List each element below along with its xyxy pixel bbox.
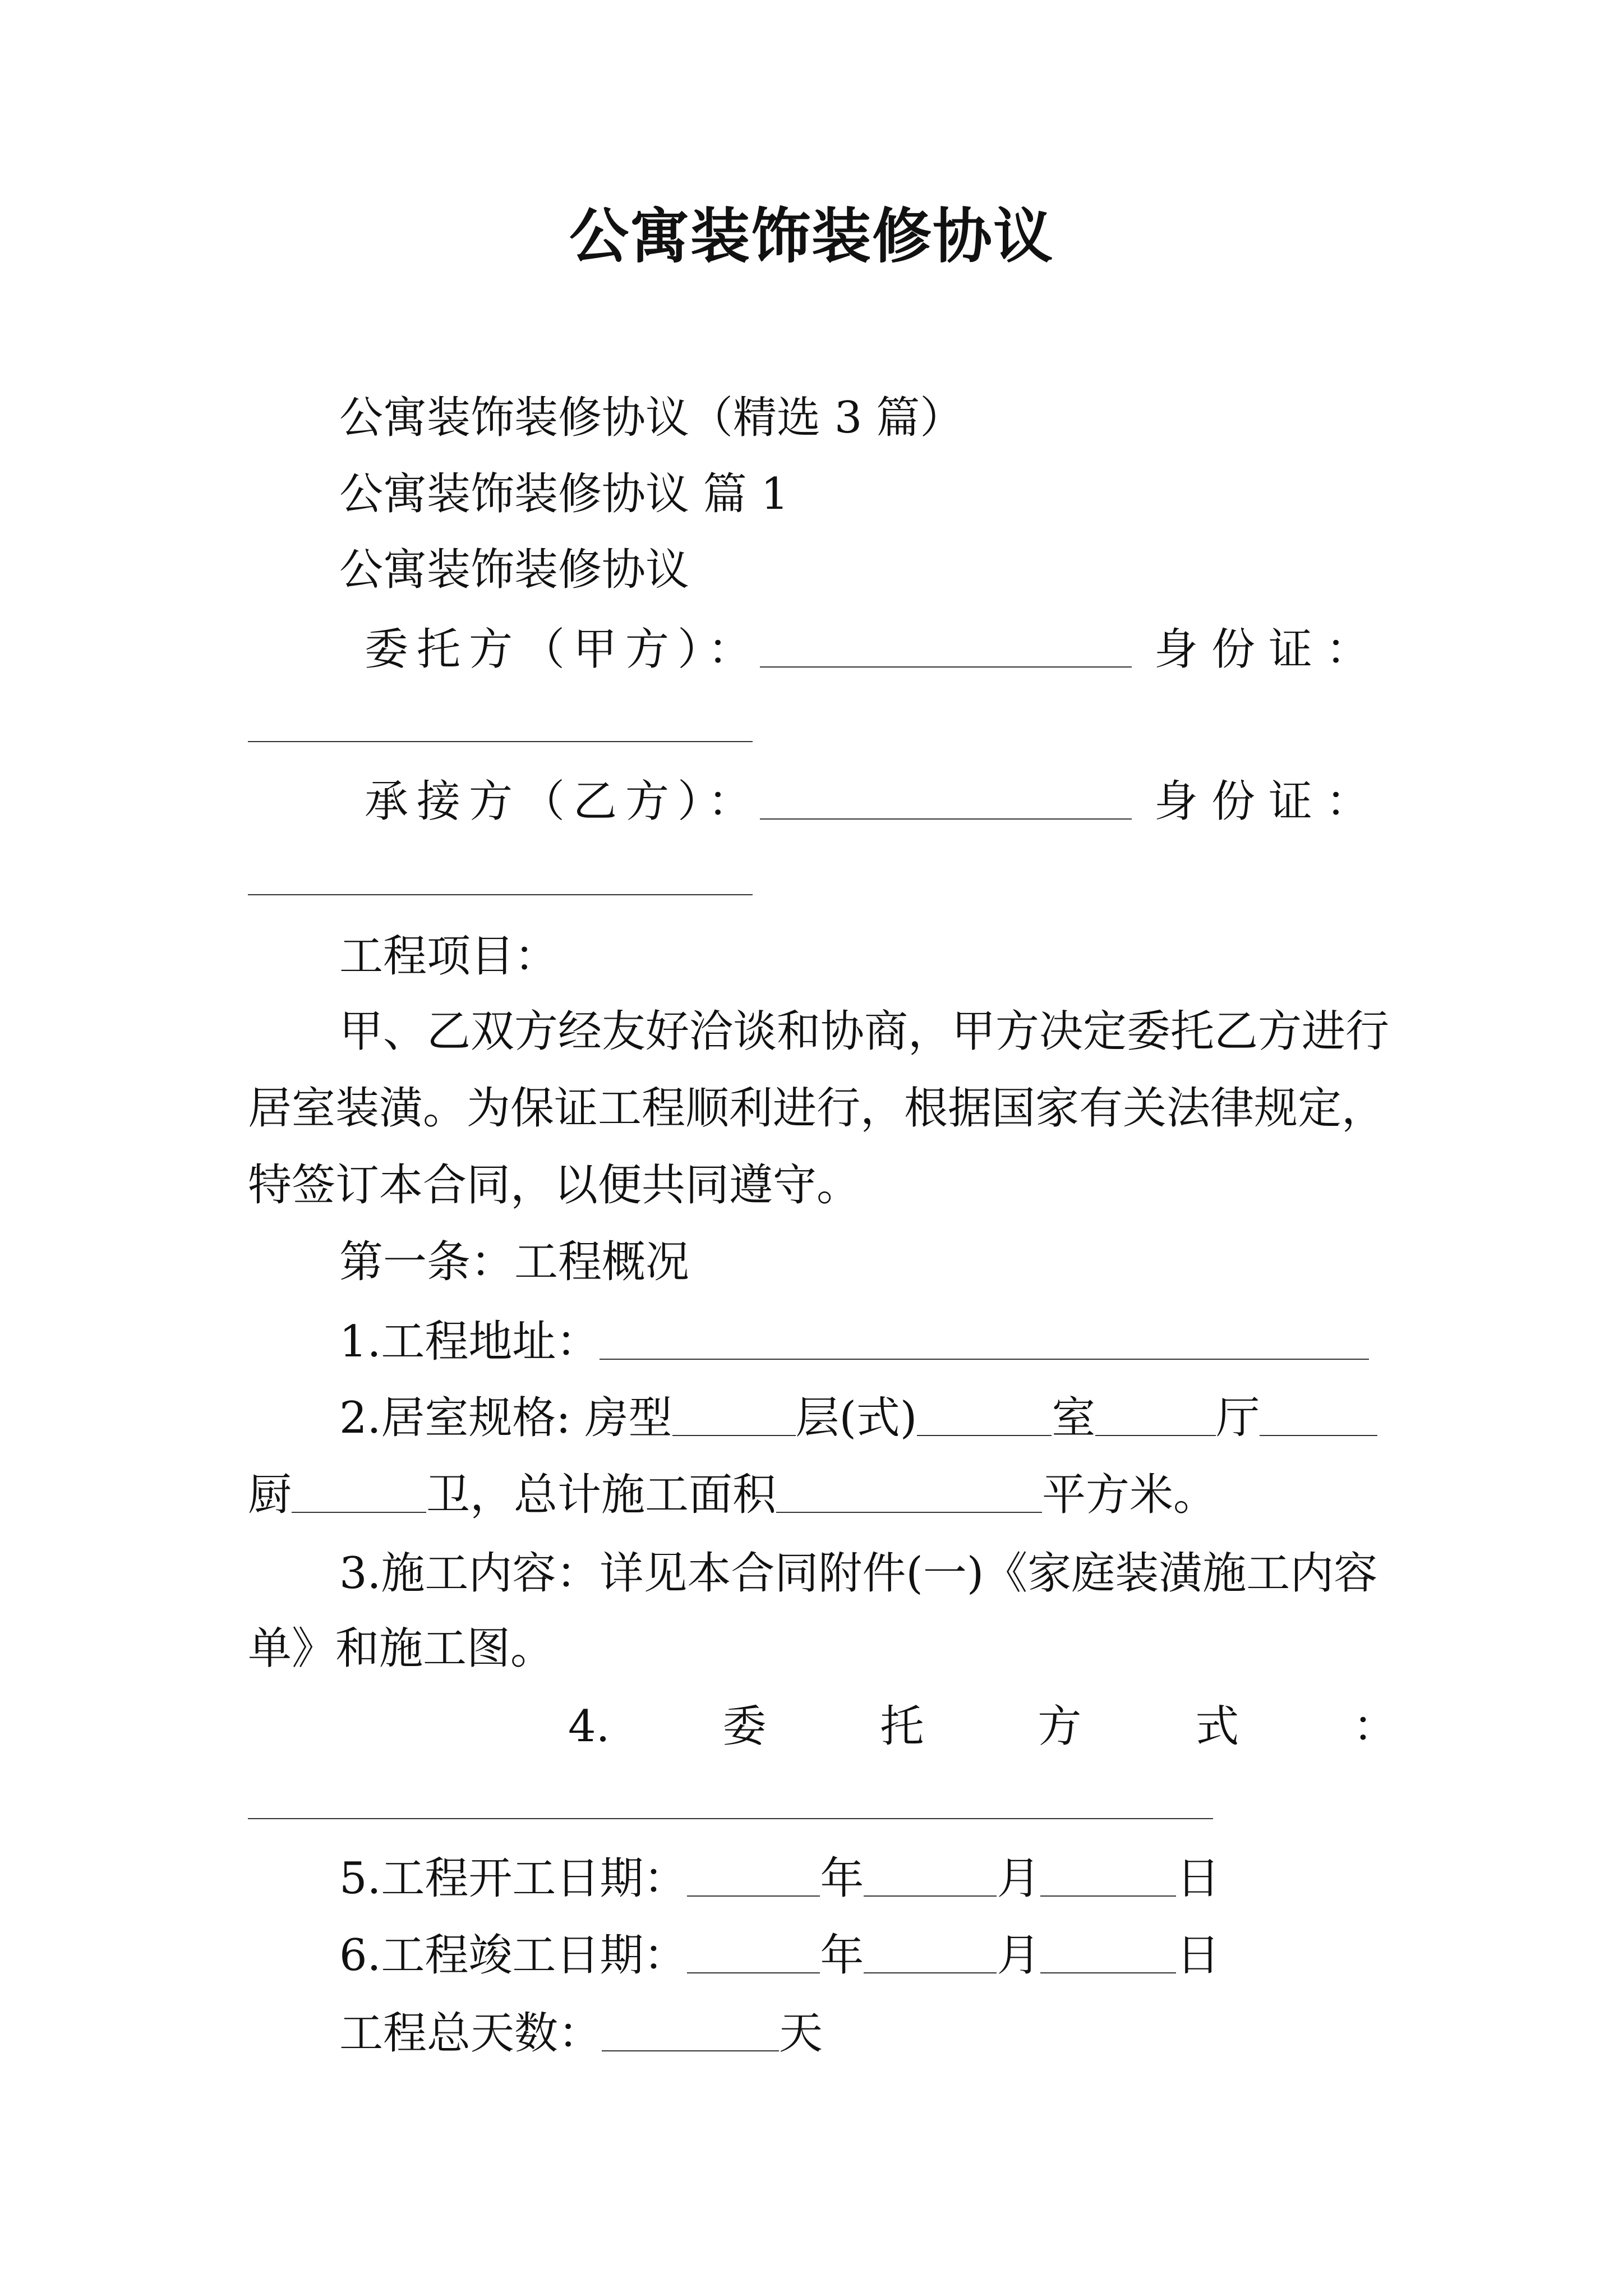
end-year-blank — [687, 1939, 820, 1973]
start-date-row — [339, 1851, 1220, 1907]
end-month-blank — [864, 1939, 997, 1973]
hall-label: 厅 — [1216, 1393, 1260, 1443]
party-b-id-blank — [248, 894, 753, 895]
start-day-blank — [1040, 1862, 1176, 1897]
party-a-row — [365, 622, 1383, 678]
end-date-row — [339, 1927, 1220, 1984]
document-title: 公寓装饰装修协议 — [569, 201, 1054, 271]
party-b-label: 承接方（乙方）： — [365, 776, 760, 827]
address-row — [339, 1314, 1369, 1370]
floor-label: 层(式) — [795, 1393, 917, 1443]
floor-blank — [917, 1401, 1052, 1436]
kitchen-label: 厨 — [248, 1470, 292, 1520]
end-day-blank — [1040, 1939, 1176, 1973]
kitchen-blank — [292, 1478, 426, 1513]
party-b-name-blank — [760, 785, 1132, 820]
preamble-line: 甲、乙双方经友好洽谈和协商，甲方决定委托乙方进行 — [339, 1006, 1390, 1057]
article-1-heading: 第一条：工程概况 — [339, 1237, 690, 1287]
project-label: 工程项目： — [339, 931, 559, 982]
article-title: 公寓装饰装修协议 篇 1 — [339, 469, 789, 519]
layout-blank — [672, 1401, 796, 1436]
method-row — [568, 1699, 1510, 1755]
area-blank — [776, 1478, 1042, 1513]
content-line: 3.施工内容：详见本合同附件(一)《家庭装潢施工内容 — [339, 1548, 1378, 1599]
hall-blank — [1260, 1401, 1377, 1436]
total-days-label: 工程总天数： — [339, 2008, 602, 2059]
start-date-label: 5.工程开工日期： — [339, 1853, 688, 1904]
start-month-blank — [864, 1862, 997, 1897]
content-line: 单》和施工图。 — [248, 1623, 555, 1674]
start-year-blank — [687, 1862, 820, 1897]
start-month-label: 月 — [997, 1853, 1041, 1904]
party-a-label: 委托方（甲方）： — [365, 624, 760, 675]
preamble-line: 居室装潢。为保证工程顺利进行，根据国家有关法律规定， — [248, 1083, 1386, 1134]
address-blank — [600, 1325, 1369, 1360]
preamble-line: 特签订本合同，以便共同遵守。 — [248, 1160, 861, 1211]
method-label: 委托方式： — [722, 1701, 1511, 1752]
address-label: 1.工程地址： — [339, 1317, 600, 1367]
area-unit: 平方米。 — [1042, 1470, 1218, 1520]
agreement-title: 公寓装饰装修协议 — [339, 545, 690, 595]
total-days-row — [339, 2005, 823, 2062]
start-day-label: 日 — [1176, 1853, 1220, 1904]
party-a-id-blank — [248, 741, 753, 742]
method-blank — [248, 1818, 1213, 1819]
collection-title: 公寓装饰装修协议（精选 3 篇） — [339, 393, 964, 443]
party-b-row — [365, 774, 1383, 830]
total-days-unit: 天 — [779, 2008, 823, 2059]
total-days-blank — [602, 2017, 779, 2051]
start-year-label: 年 — [820, 1853, 864, 1904]
room-blank — [1095, 1401, 1216, 1436]
specs-label: 2.居室规格: 房型 — [339, 1393, 672, 1443]
party-a-name-blank — [760, 633, 1132, 668]
room-label: 室 — [1052, 1393, 1096, 1443]
specs-row-continued — [248, 1467, 1217, 1523]
end-date-label: 6.工程竣工日期： — [339, 1930, 688, 1981]
end-year-label: 年 — [820, 1930, 864, 1981]
specs-row — [339, 1390, 1377, 1446]
bath-area-label: 卫，总计施工面积 — [426, 1470, 777, 1520]
end-month-label: 月 — [997, 1930, 1041, 1981]
party-b-id-label: 身份证： — [1154, 776, 1384, 827]
party-a-id-label: 身份证： — [1154, 624, 1384, 675]
method-number: 4. — [568, 1701, 610, 1752]
end-day-label: 日 — [1176, 1930, 1220, 1981]
